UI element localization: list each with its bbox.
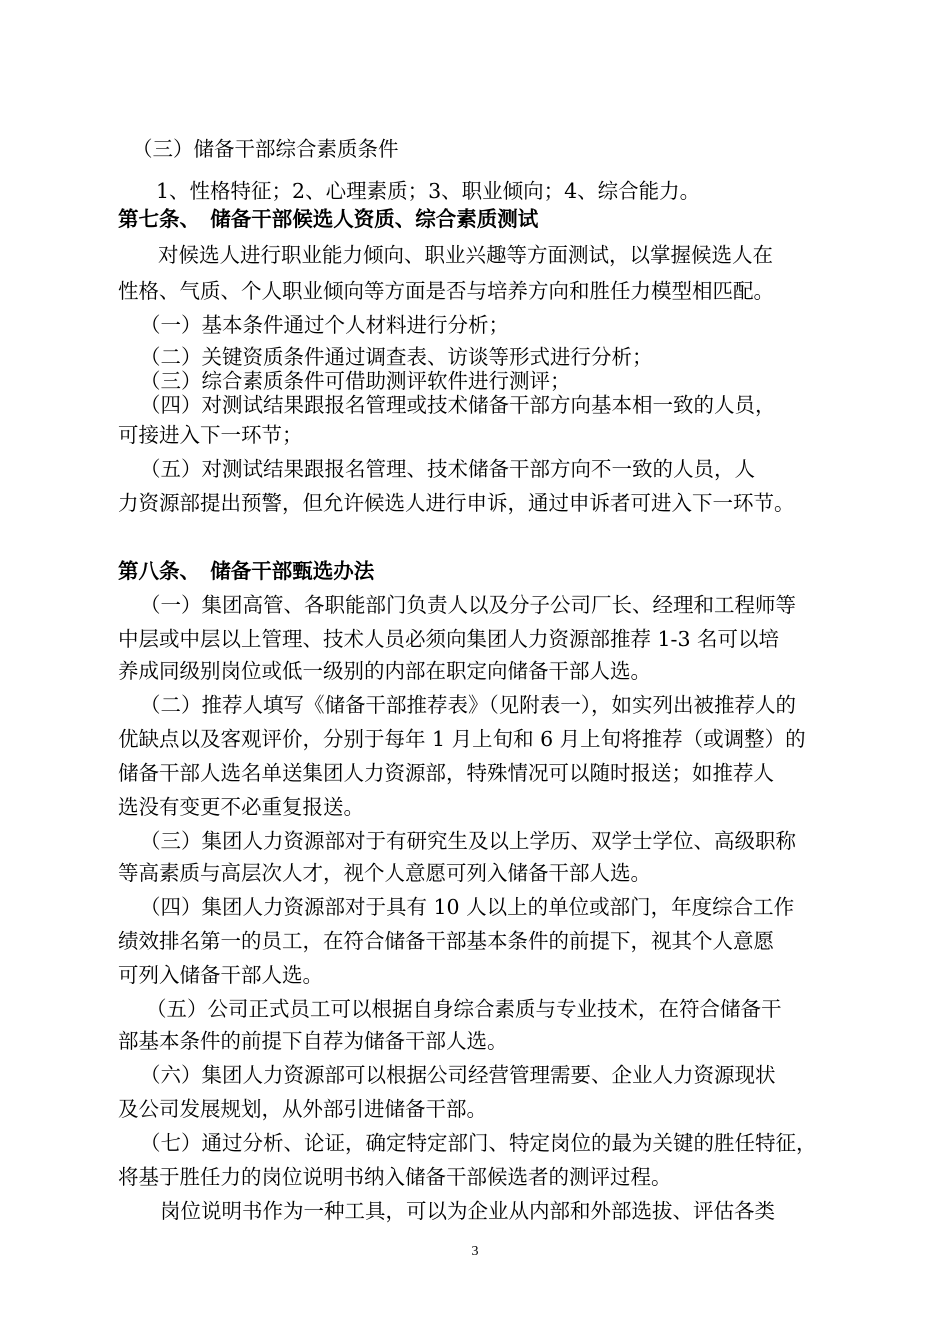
list-item-2: （二）关键资质条件通过调查表、访谈等形式进行分析； [140, 345, 653, 369]
list-item-5: （五）对测试结果跟报名管理、技术储备干部方向不一致的人员，人 [140, 457, 755, 481]
list-item-1: （一）基本条件通过个人材料进行分析； [140, 313, 509, 337]
paragraph-line: 岗位说明书作为一种工具，可以为企业从内部和外部选拔、评估各类 [160, 1199, 775, 1223]
paragraph-line: 养成同级别岗位或低一级别的内部在职定向储备干部人选。 [118, 659, 651, 683]
paragraph-line: 及公司发展规划，从外部引进储备干部。 [118, 1097, 487, 1121]
paragraph-line: 部基本条件的前提下自荐为储备干部人选。 [118, 1029, 508, 1053]
paragraph-line: 优缺点以及客观评价，分别于每年 1 月上旬和 6 月上旬将推荐（或调整）的 [118, 727, 806, 751]
list-item-6: （六）集团人力资源部可以根据公司经营管理需要、企业人力资源现状 [140, 1063, 776, 1087]
article-8-heading: 第八条、 储备干部甄选办法 [118, 559, 375, 583]
list-item-4: （四）对测试结果跟报名管理或技术储备干部方向基本相一致的人员， [140, 393, 776, 417]
paragraph-line: 将基于胜任力的岗位说明书纳入储备干部候选者的测评过程。 [118, 1165, 672, 1189]
page-number: 3 [471, 1244, 479, 1259]
list-item-3: （三）综合素质条件可借助测评软件进行测评； [140, 369, 571, 393]
list-item-4: （四）集团人力资源部对于具有 10 人以上的单位或部门，年度综合工作 [140, 895, 795, 919]
paragraph-line: 绩效排名第一的员工，在符合储备干部基本条件的前提下，视其个人意愿 [118, 929, 774, 953]
paragraph-line: 可列入储备干部人选。 [118, 963, 323, 987]
list-item-5: （五）公司正式员工可以根据自身综合素质与专业技术，在符合储备干 [146, 997, 782, 1021]
paragraph-line: 性格、气质、个人职业倾向等方面是否与培养方向和胜任力模型相匹配。 [118, 279, 774, 303]
paragraph-line: 中层或中层以上管理、技术人员必须向集团人力资源部推荐 1-3 名可以培 [118, 627, 780, 651]
subsection-heading-3: （三）储备干部综合素质条件 [132, 137, 399, 161]
article-7-heading: 第七条、 储备干部候选人资质、综合素质测试 [118, 207, 539, 231]
list-item-2: （二）推荐人填写《储备干部推荐表》（见附表一），如实列出被推荐人的 [140, 693, 796, 717]
list-item-7: （七）通过分析、论证，确定特定部门、特定岗位的最为关键的胜任特征， [140, 1131, 817, 1155]
paragraph-line: 可接进入下一环节； [118, 423, 303, 447]
paragraph-line: 1、性格特征；2、心理素质；3、职业倾向；4、综合能力。 [156, 179, 701, 203]
paragraph-line: 对候选人进行职业能力倾向、职业兴趣等方面测试，以掌握候选人在 [158, 243, 773, 267]
paragraph-line: 选没有变更不必重复报送。 [118, 795, 364, 819]
list-item-3: （三）集团人力资源部对于有研究生及以上学历、双学士学位、高级职称 [140, 829, 796, 853]
paragraph-line: 力资源部提出预警，但允许候选人进行申诉，通过申诉者可进入下一环节。 [118, 491, 795, 515]
list-item-1: （一）集团高管、各职能部门负责人以及分子公司厂长、经理和工程师等 [140, 593, 796, 617]
paragraph-line: 等高素质与高层次人才，视个人意愿可列入储备干部人选。 [118, 861, 651, 885]
paragraph-line: 储备干部人选名单送集团人力资源部，特殊情况可以随时报送；如推荐人 [118, 761, 774, 785]
